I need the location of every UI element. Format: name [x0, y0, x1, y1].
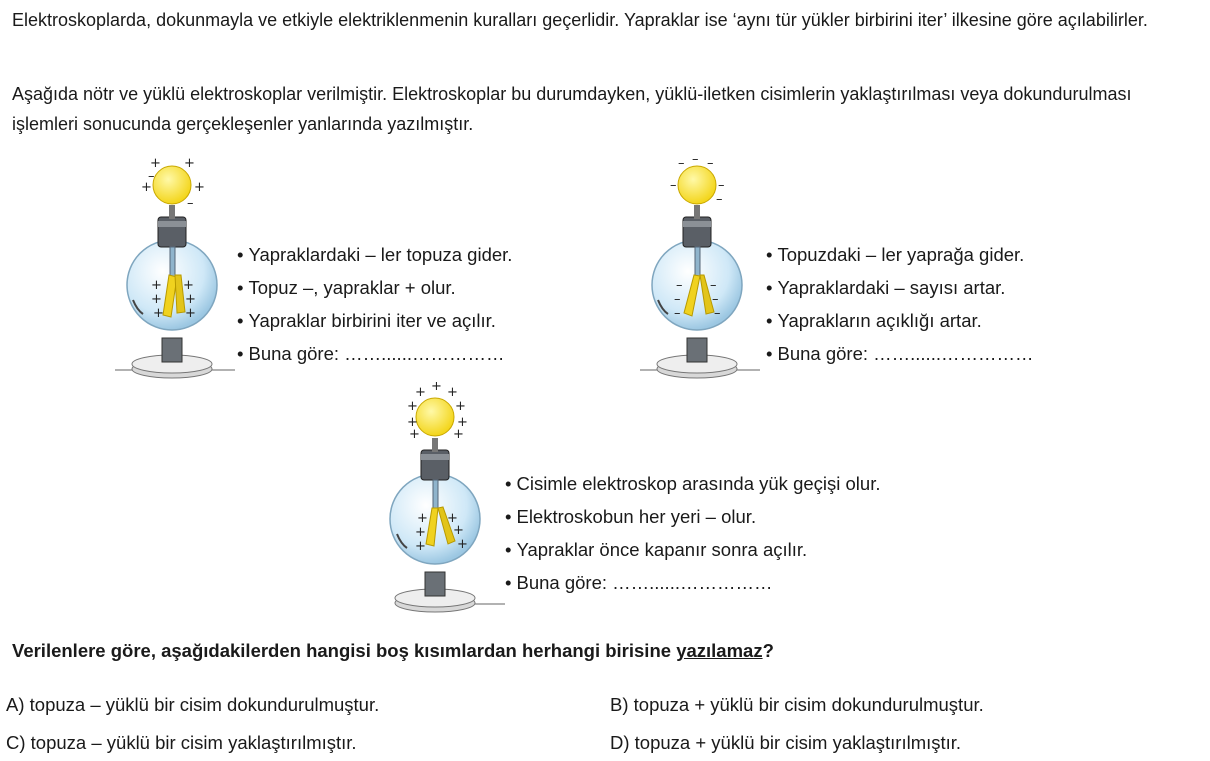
charge-sign: +	[185, 292, 196, 307]
bullet-item: • Buna göre: ……......……………	[237, 337, 512, 370]
charge-sign: +	[407, 399, 418, 414]
electroscope-figure-1	[115, 155, 240, 385]
question-underlined-word: yazılamaz	[676, 640, 763, 661]
bullet-item: • Buna göre: ……......……………	[766, 337, 1033, 370]
charge-sign: +	[151, 292, 162, 307]
charge-sign: +	[417, 511, 428, 526]
charge-sign: +	[407, 415, 418, 430]
case-3-bullets	[505, 467, 880, 599]
charge-sign: +	[409, 427, 420, 442]
charge-sign: –	[692, 155, 699, 167]
option-a[interactable]: A) topuza – yüklü bir cisim dokundurulmuştur.	[6, 694, 380, 715]
intro-paragraph-2: Aşağıda nötr ve yüklü elektroskoplar verilmiştir. Elektroskoplar bu durumdayken, yüklü-iletken cisimlerin yaklaştırılması veya dokundurulması işlemleri sonucunda gerçekleşenler yanlarında yazılmıştır.	[12, 84, 1132, 134]
charge-sign: –	[714, 306, 721, 321]
charge-sign: +	[185, 306, 196, 321]
charge-sign: +	[457, 415, 468, 430]
charge-sign: +	[184, 156, 195, 171]
charge-sign: –	[678, 156, 685, 171]
electroscope-figure-2	[640, 155, 765, 385]
charge-sign: +	[415, 525, 426, 540]
charge-sign: +	[457, 537, 468, 552]
electroscope-figure-3	[385, 382, 510, 617]
question-main: Verilenlere göre, aşağıdakilerden hangisi boş kısımlardan herhangi birisine	[12, 640, 677, 661]
charge-sign: +	[447, 385, 458, 400]
charge-sign: –	[670, 178, 677, 193]
charge-sign: +	[453, 427, 464, 442]
question-mark: ?	[762, 640, 774, 661]
option-b[interactable]: B) topuza + yüklü bir cisim dokundurulmuştur.	[610, 694, 984, 715]
option-c[interactable]: C) topuza – yüklü bir cisim yaklaştırılmıştır.	[6, 732, 357, 753]
bullet-item: • Topuzdaki – ler yaprağa gider.	[766, 238, 1033, 271]
bullet-item: • Topuz –, yapraklar + olur.	[237, 271, 512, 304]
charge-sign: +	[150, 156, 161, 171]
bullet-item: • Cisimle elektroskop arasında yük geçişi olur.	[505, 467, 880, 500]
charge-sign: –	[710, 278, 717, 293]
charge-sign: –	[674, 306, 681, 321]
option-d[interactable]: D) topuza + yüklü bir cisim yaklaştırılmıştır.	[610, 732, 962, 753]
intro-paragraph-1: Elektroskoplarda, dokunmayla ve etkiyle elektriklenmenin kuralları geçerlidir. Yapraklar ise ‘aynı tür yükler birbirini iter’ ilkesine göre açılabilirler.	[12, 10, 1148, 30]
charge-sign: +	[194, 180, 205, 195]
case-2-bullets	[766, 238, 1033, 370]
bullet-item: • Yapraklardaki – sayısı artar.	[766, 271, 1033, 304]
charge-sign: +	[141, 180, 152, 195]
charge-sign: +	[431, 382, 442, 394]
charge-sign: +	[453, 523, 464, 538]
charge-sign: –	[716, 192, 723, 207]
charge-sign: +	[415, 385, 426, 400]
charge-sign: –	[707, 156, 714, 171]
bullet-item: • Yapraklardaki – ler topuza gider.	[237, 238, 512, 271]
charge-sign: +	[455, 399, 466, 414]
bullet-item: • Buna göre: ……......……………	[505, 566, 880, 599]
charge-sign: –	[148, 169, 155, 184]
bullet-item: • Yaprakların açıklığı artar.	[766, 304, 1033, 337]
question-text	[12, 636, 774, 666]
charge-sign: +	[151, 278, 162, 293]
charge-sign: –	[674, 292, 681, 307]
charge-sign: –	[187, 196, 194, 211]
bullet-item: • Yapraklar birbirini iter ve açılır.	[237, 304, 512, 337]
charge-sign: –	[718, 178, 725, 193]
bullet-item: • Elektroskobun her yeri – olur.	[505, 500, 880, 533]
charge-sign: –	[712, 292, 719, 307]
charge-sign: +	[415, 539, 426, 554]
charge-sign: +	[183, 278, 194, 293]
charge-sign: +	[153, 306, 164, 321]
case-1-bullets	[237, 238, 512, 370]
bullet-item: • Yapraklar önce kapanır sonra açılır.	[505, 533, 880, 566]
charge-sign: –	[676, 278, 683, 293]
charge-sign: +	[447, 511, 458, 526]
